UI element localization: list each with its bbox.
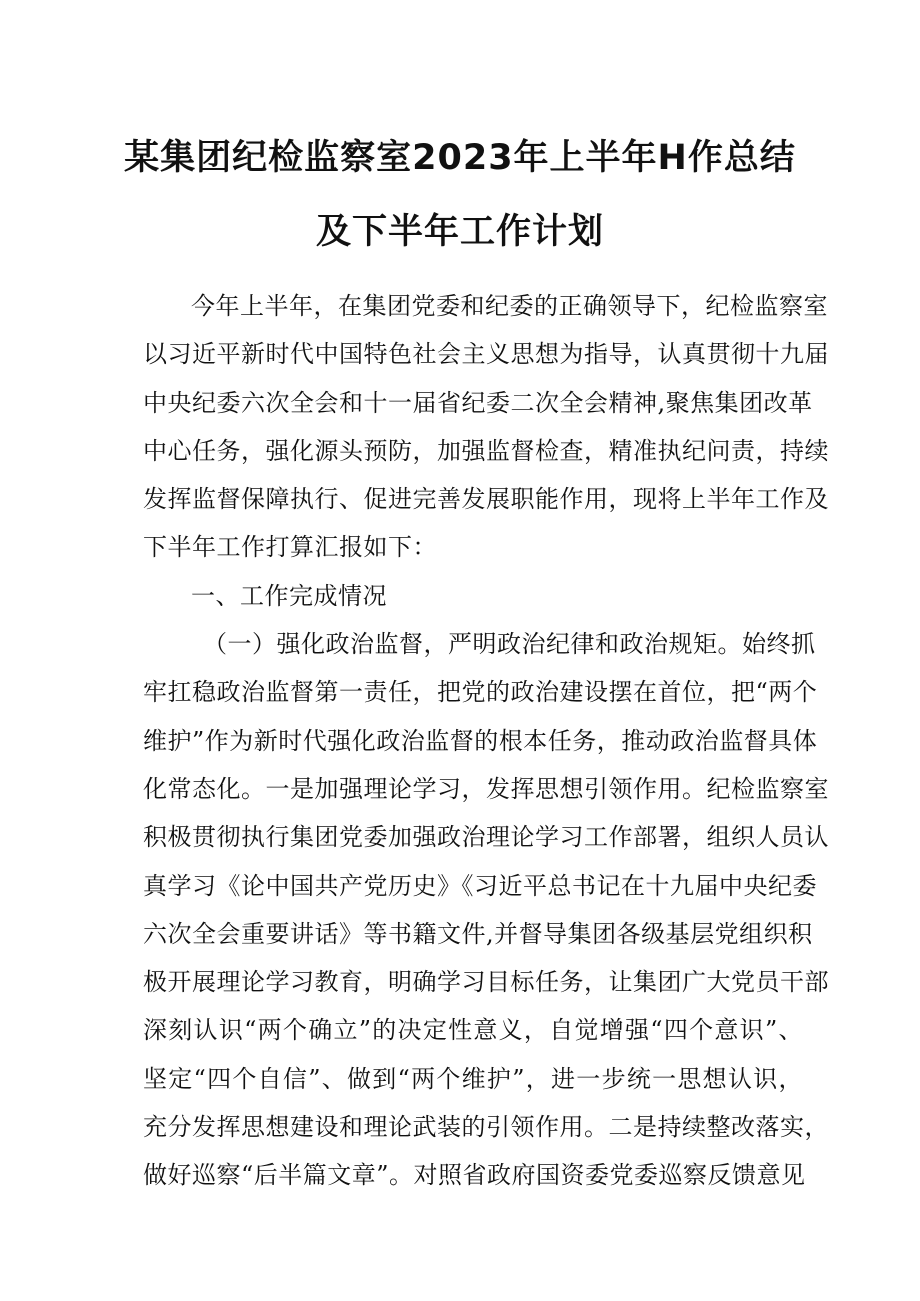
paragraph-line: 今年上半年，在集团党委和纪委的正确领导下，纪检监察室 bbox=[191, 292, 828, 320]
paragraph-line: 牢扛稳政治监督第一责任，把党的政治建设摆在首位，把“两个 bbox=[143, 678, 818, 707]
paragraph-line: 坚定“四个自信”、做到“两个维护”，进一步统一思想认识， bbox=[143, 1064, 803, 1093]
paragraph-line: 化常态化。一是加强理论学习，发挥思想引领作用。纪检监察室 bbox=[143, 774, 829, 803]
section-heading: 一、工作完成情况 bbox=[191, 581, 387, 610]
paragraph-line: 充分发挥思想建设和理论武装的引领作用。二是持续整改落实， bbox=[143, 1113, 829, 1142]
paragraph-line: 六次全会重要讲话》等书籍文件,并督导集团各级基层党组织积 bbox=[143, 919, 813, 948]
paragraph-line: 维护”作为新时代强化政治监督的根本任务，推动政治监督具体 bbox=[143, 726, 818, 755]
paragraph-line: 做好巡察“后半篇文章”。对照省政府国资委党委巡察反馈意见 bbox=[143, 1161, 806, 1190]
paragraph-line: 深刻认识“两个确立”的决定性意义，自觉增强“四个意识”、 bbox=[143, 1016, 803, 1045]
paragraph-line: 发挥监督保障执行、促进完善发展职能作用，现将上半年工作及 bbox=[143, 485, 829, 514]
document-body bbox=[143, 282, 829, 1200]
paragraph-line: （一）强化政治监督，严明政治纪律和政治规矩。始终抓 bbox=[203, 630, 816, 659]
paragraph-line: 积极贯彻执行集团党委加强政治理论学习工作部署，组织人员认 bbox=[143, 823, 829, 852]
document-title-line-1: 某集团纪检监察室2023年上半年H作总结 bbox=[124, 138, 796, 178]
paragraph-line: 中央纪委六次全会和十一届省纪委二次全会精神,聚焦集团改革 bbox=[143, 388, 813, 417]
paragraph-line: 中心任务，强化源头预防，加强监督检查，精准执纪问责，持续 bbox=[143, 436, 829, 465]
paragraph-line: 极开展理论学习教育，明确学习目标任务，让集团广大党员干部 bbox=[143, 968, 829, 997]
document-title-line-2: 及下半年工作计划 bbox=[315, 212, 604, 252]
paragraph-line: 下半年工作打算汇报如下： bbox=[143, 533, 437, 562]
paragraph-line: 以习近平新时代中国特色社会主义思想为指导，认真贯彻十九届 bbox=[143, 340, 829, 369]
paragraph-line: 真学习《论中国共产党历史》《习近平总书记在十九届中央纪委 bbox=[143, 871, 817, 900]
